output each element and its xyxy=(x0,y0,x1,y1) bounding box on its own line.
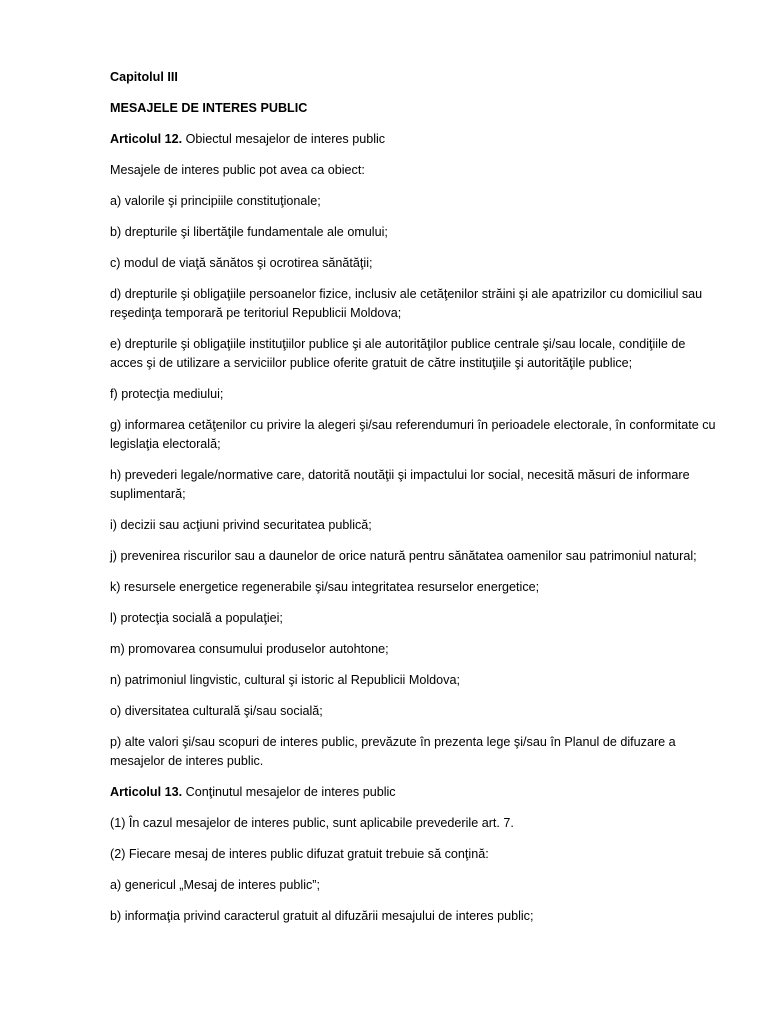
article-12-label: Articolul 12. xyxy=(110,132,183,146)
list-item: h) prevederi legale/normative care, datorită noutăţii şi impactului lor social, necesită măsuri de informare suplimentară; xyxy=(110,468,690,501)
document-page xyxy=(110,68,720,938)
list-item: k) resursele energetice regenerabile şi/sau integritatea resurselor energetice; xyxy=(110,580,540,594)
article-12-heading xyxy=(110,130,720,149)
chapter-heading: Capitolul III xyxy=(110,70,178,84)
article-13-paragraph: (1) În cazul mesajelor de interes public, sunt aplicabile prevederile art. 7. xyxy=(110,816,514,830)
article-13-heading xyxy=(110,783,720,802)
list-item: l) protecţia socială a populaţiei; xyxy=(110,611,283,625)
list-item: a) valorile şi principiile constituţionale; xyxy=(110,194,321,208)
list-item: j) prevenirea riscurilor sau a daunelor de orice natură pentru sănătatea oamenilor sau patrimoniul natural; xyxy=(110,549,697,563)
article-13-paragraph: (2) Fiecare mesaj de interes public difuzat gratuit trebuie să conţină: xyxy=(110,847,489,861)
list-item: c) modul de viaţă sănătos şi ocrotirea sănătăţii; xyxy=(110,256,373,270)
list-item: p) alte valori şi/sau scopuri de interes public, prevăzute în prezenta lege şi/sau în Planul de difuzare a mesajelor de interes public. xyxy=(110,735,676,768)
list-item: b) informaţia privind caracterul gratuit al difuzării mesajului de interes public; xyxy=(110,909,534,923)
article-13-label: Articolul 13. xyxy=(110,785,183,799)
article-13-title: Conţinutul mesajelor de interes public xyxy=(182,785,396,799)
article-12-intro: Mesajele de interes public pot avea ca obiect: xyxy=(110,163,365,177)
list-item: g) informarea cetăţenilor cu privire la alegeri şi/sau referendumuri în perioadele electorale, în conformitate cu legislaţia electorală; xyxy=(110,418,716,451)
list-item: b) drepturile şi libertăţile fundamentale ale omului; xyxy=(110,225,388,239)
section-title: MESAJELE DE INTERES PUBLIC xyxy=(110,101,308,115)
list-item: a) genericul „Mesaj de interes public”; xyxy=(110,878,320,892)
list-item: d) drepturile şi obligaţiile persoanelor fizice, inclusiv ale cetăţenilor străini şi ale apatrizilor cu domiciliul sau reşedinţa temporară pe teritoriul Republicii Moldova; xyxy=(110,287,703,320)
list-item: n) patrimoniul lingvistic, cultural şi istoric al Republicii Moldova; xyxy=(110,673,460,687)
list-item: e) drepturile şi obligaţiile instituţiilor publice şi ale autorităţilor publice centrale şi/sau locale, condiţiile de acces şi de utilizare a serviciilor publice oferite gratuit de către instituţiile şi autorităţile publice; xyxy=(110,337,686,370)
article-12-title: Obiectul mesajelor de interes public xyxy=(182,132,386,146)
list-item: i) decizii sau acţiuni privind securitatea publică; xyxy=(110,518,372,532)
list-item: m) promovarea consumului produselor autohtone; xyxy=(110,642,389,656)
list-item: f) protecţia mediului; xyxy=(110,387,224,401)
list-item: o) diversitatea culturală şi/sau socială; xyxy=(110,704,323,718)
